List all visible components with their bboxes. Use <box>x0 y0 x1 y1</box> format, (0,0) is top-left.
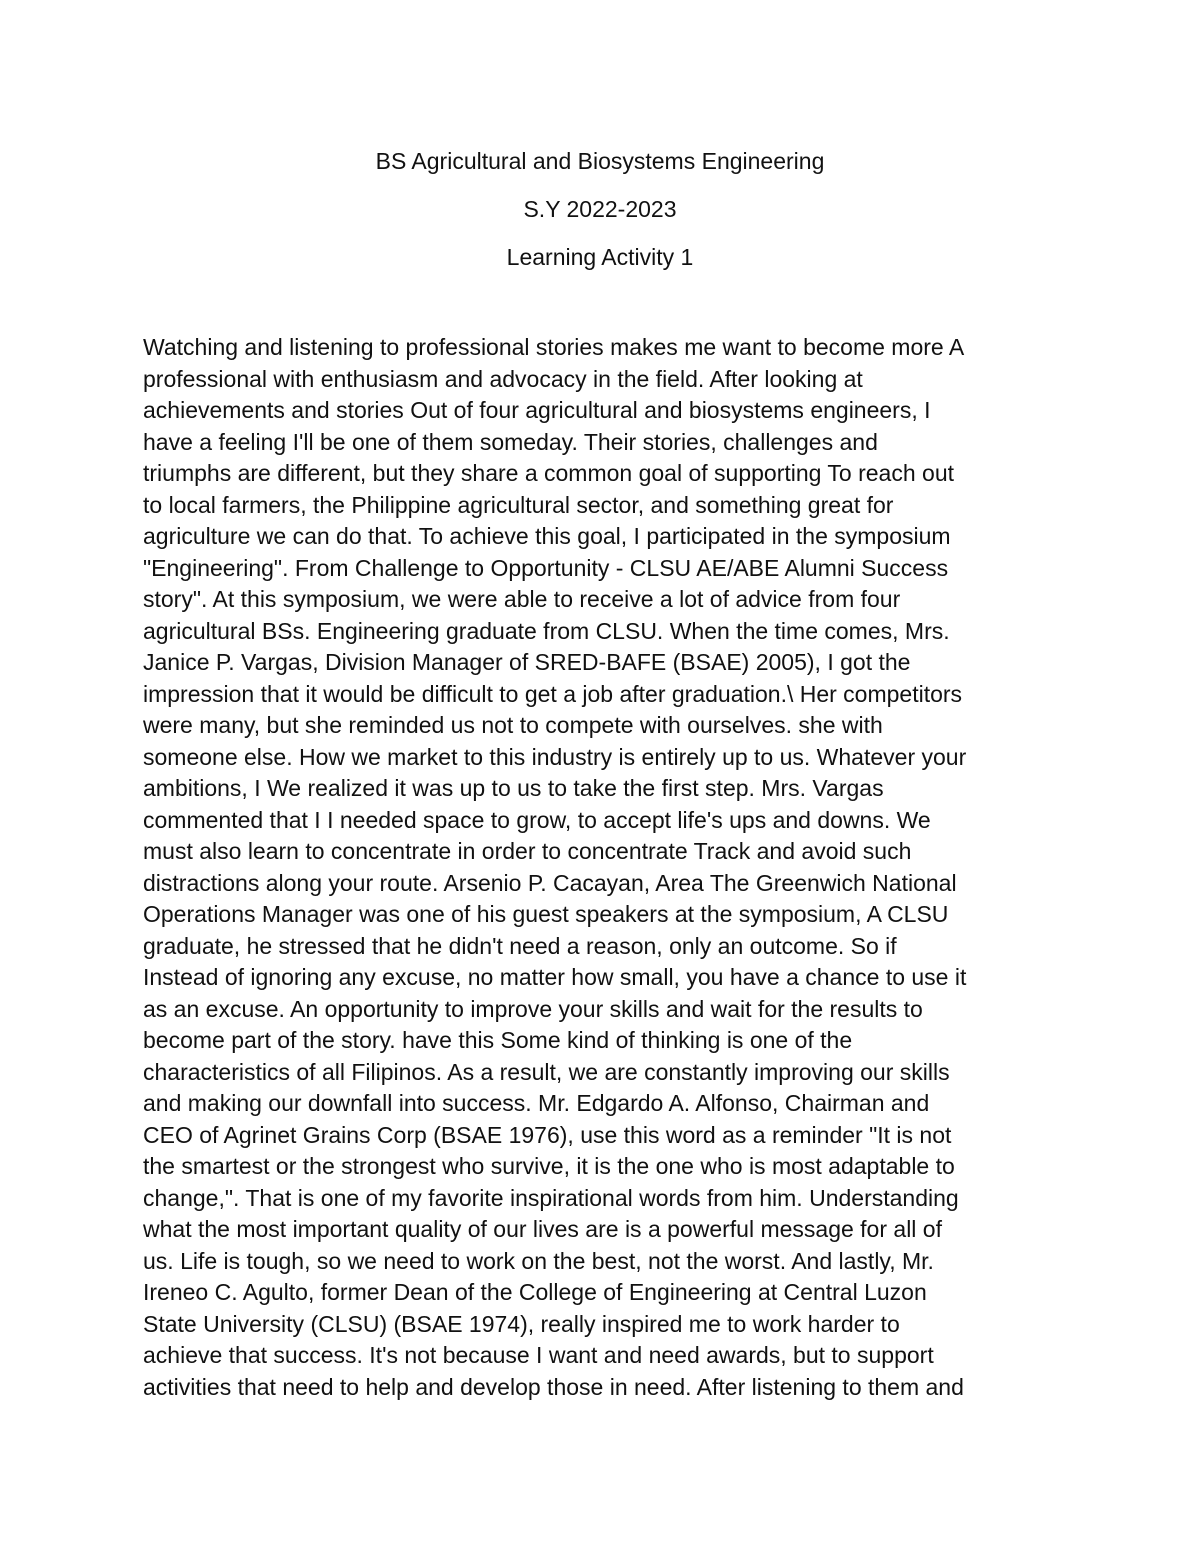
paragraph-line: Operations Manager was one of his guest speakers at the symposium, A CLSU <box>143 901 949 927</box>
paragraph-line: and making our downfall into success. Mr. Edgardo A. Alfonso, Chairman and <box>143 1090 930 1116</box>
paragraph-line: achieve that success. It's not because I want and need awards, but to support <box>143 1342 934 1368</box>
paragraph-line: the smartest or the strongest who survive, it is the one who is most adaptable to <box>143 1153 955 1179</box>
paragraph-line: story". At this symposium, we were able to receive a lot of advice from four <box>143 586 901 612</box>
paragraph-line: triumphs are different, but they share a common goal of supporting To reach out <box>143 460 955 486</box>
activity-title: Learning Activity 1 <box>506 244 694 270</box>
paragraph-line: CEO of Agrinet Grains Corp (BSAE 1976), use this word as a reminder "It is not <box>143 1121 952 1148</box>
paragraph-line: as an excuse. An opportunity to improve your skills and wait for the results to <box>143 995 923 1022</box>
paragraph-line: must also learn to concentrate in order to concentrate Track and avoid such <box>143 838 912 864</box>
paragraph-line: achievements and stories Out of four agricultural and biosystems engineers, I <box>143 397 931 423</box>
school-year: S.Y 2022-2023 <box>523 196 677 222</box>
essay-paragraph <box>143 332 1083 1403</box>
paragraph-line: someone else. How we market to this industry is entirely up to us. Whatever your <box>143 743 967 770</box>
paragraph-line: what the most important quality of our lives are is a powerful message for all of <box>143 1216 942 1242</box>
paragraph-line: were many, but she reminded us not to compete with ourselves. she with <box>143 712 883 738</box>
paragraph-line: become part of the story. have this Some kind of thinking is one of the <box>143 1027 853 1053</box>
paragraph-line: distractions along your route. Arsenio P. Cacayan, Area The Greenwich National <box>143 869 957 896</box>
program-title: BS Agricultural and Biosystems Engineering <box>375 148 825 174</box>
paragraph-line: characteristics of all Filipinos. As a result, we are constantly improving our skills <box>143 1058 950 1085</box>
paragraph-line: activities that need to help and develop those in need. After listening to them and <box>143 1373 964 1400</box>
paragraph-line: to local farmers, the Philippine agricultural sector, and something great for <box>143 491 894 518</box>
paragraph-line: impression that it would be difficult to get a job after graduation.\ Her competitors <box>143 680 963 707</box>
paragraph-line: have a feeling I'll be one of them someday. Their stories, challenges and <box>143 428 878 455</box>
paragraph-line: agriculture we can do that. To achieve this goal, I participated in the symposium <box>143 523 951 549</box>
paragraph-line: graduate, he stressed that he didn't need a reason, only an outcome. So if <box>143 932 897 959</box>
paragraph-line: Watching and listening to professional stories makes me want to become more A <box>143 334 965 360</box>
paragraph-line: us. Life is tough, so we need to work on the best, not the worst. And lastly, Mr. <box>143 1247 934 1274</box>
paragraph-line: commented that I I needed space to grow, to accept life's ups and downs. We <box>143 806 931 833</box>
document-header <box>0 137 1200 281</box>
paragraph-line: change,". That is one of my favorite inspirational words from him. Understanding <box>143 1184 959 1211</box>
paragraph-line: Ireneo C. Agulto, former Dean of the College of Engineering at Central Luzon <box>143 1279 927 1305</box>
paragraph-line: State University (CLSU) (BSAE 1974), really inspired me to work harder to <box>143 1310 900 1337</box>
paragraph-line: Janice P. Vargas, Division Manager of SRED-BAFE (BSAE) 2005), I got the <box>143 649 911 675</box>
paragraph-line: professional with enthusiasm and advocacy in the field. After looking at <box>143 365 863 392</box>
paragraph-line: "Engineering". From Challenge to Opportunity - CLSU AE/ABE Alumni Success <box>143 554 949 581</box>
paragraph-line: agricultural BSs. Engineering graduate from CLSU. When the time comes, Mrs. <box>143 617 950 644</box>
paragraph-line: Instead of ignoring any excuse, no matter how small, you have a chance to use it <box>143 964 967 990</box>
paragraph-line: ambitions, I We realized it was up to us to take the first step. Mrs. Vargas <box>143 775 884 801</box>
